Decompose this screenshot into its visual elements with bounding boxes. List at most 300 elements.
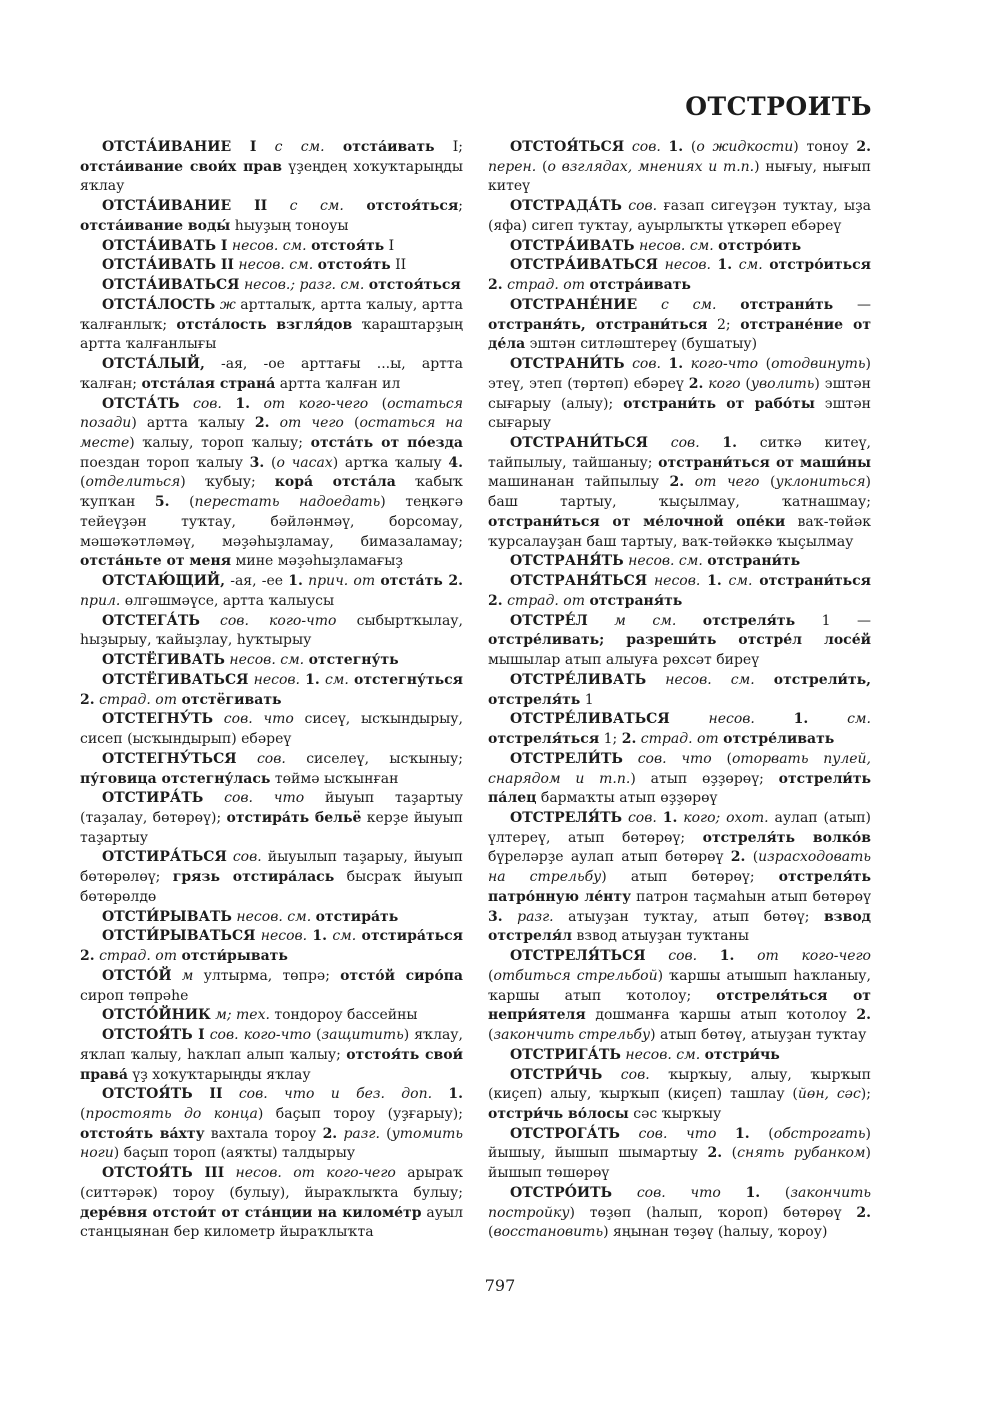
dictionary-entry xyxy=(80,612,463,651)
dictionary-entry xyxy=(80,237,463,257)
entry-phrase: отстоя́ть xyxy=(311,237,385,254)
entry-translation: ваҡ-төйәк ҡурсалауҙан баш тартыу, ваҡ-төйәккә ҡыҫылмау xyxy=(488,513,871,550)
entry-headword: ОТСТА́ИВАТЬ II xyxy=(102,257,234,274)
entry-headword: ОТСТРЕ́Л xyxy=(510,612,588,629)
running-head: ОТСТРОИТЬ xyxy=(685,92,872,121)
entry-label: ж xyxy=(215,296,241,313)
entry-phrase: отстрани́ть xyxy=(707,553,801,570)
entry-headword: ОТСТА́ЛЫЙ, xyxy=(102,356,205,373)
right-column xyxy=(488,138,871,1243)
entry-label: сов. кого-что xyxy=(204,1027,312,1044)
entry-translation: артталыҡ, артта ҡалыу, артта ҡалғанлыҡ; xyxy=(80,296,463,333)
entry-label: кого xyxy=(703,375,741,392)
entry-label: отодвинуть xyxy=(771,356,866,373)
entry-translation: ) артҡа ҡалыу xyxy=(332,454,449,471)
entry-label: сов. что xyxy=(622,750,712,767)
entry-phrase: 1. xyxy=(448,1086,463,1103)
entry-translation: 1 — xyxy=(795,612,872,629)
dictionary-entry xyxy=(80,967,463,1006)
entry-phrase: 1. xyxy=(668,139,684,155)
entry-phrase: отста́лость взгля́дов xyxy=(176,316,353,333)
entry-translation: ултырма, төпрә; xyxy=(203,967,341,984)
entry-translation: поездан тороп ҡалыу xyxy=(80,454,250,471)
dictionary-entry xyxy=(80,1164,463,1243)
entry-label: от кого-чего xyxy=(734,948,871,965)
entry-headword: ОТСТА́ИВАТЬСЯ xyxy=(102,277,240,294)
dictionary-entry xyxy=(488,434,871,552)
entry-label: с см. xyxy=(256,139,343,155)
entry-translation: ситкә китеү, тайпылыу, тайшаныу; xyxy=(488,435,871,471)
entry-phrase: 4. xyxy=(448,454,463,471)
entry-translation: ( xyxy=(749,1125,774,1142)
dictionary-entry xyxy=(488,138,871,197)
entry-label: страд. от xyxy=(94,691,182,708)
entry-phrase: отстраня́ть, отстрани́ться xyxy=(488,316,708,333)
entry-label: кого-что xyxy=(683,356,759,373)
entry-headword: ОТСТЕГНУ́ТЬ xyxy=(102,711,214,728)
entry-translation: ҡырҡыу, алыу, ҡырҡып (киҫеп) алыу, ҡырҡып (киҫеп) ташлау ( xyxy=(488,1066,871,1103)
dictionary-entry xyxy=(488,750,871,809)
entry-label: остаться на месте xyxy=(80,415,463,452)
entry-label: уволить xyxy=(750,375,815,392)
entry-phrase: отста́ньте от меня xyxy=(80,553,232,570)
dictionary-entry xyxy=(488,355,871,434)
entry-phrase: пу́говица отстегну́лась xyxy=(80,770,271,787)
entry-label: прил. xyxy=(80,592,121,609)
entry-translation: эштән сығарыу xyxy=(488,395,871,432)
entry-label: израсходовать на стрельбу xyxy=(488,849,871,886)
entry-label: см. xyxy=(732,257,770,274)
entry-translation: сиселеү, ысҡыныу; xyxy=(285,750,463,767)
entry-headword: ОТСТРИГА́ТЬ xyxy=(510,1046,621,1063)
entry-label: сов. xyxy=(621,198,658,215)
entry-label: несов. xyxy=(647,573,708,590)
entry-phrase: 1. xyxy=(707,573,722,590)
entry-label: м; тех. xyxy=(210,1007,270,1024)
entry-label: страд. от xyxy=(636,731,724,748)
entry-headword: ОТСТИРА́ТЬСЯ xyxy=(102,849,227,866)
entry-headword: ОТСТА́ИВАНИЕ I xyxy=(102,139,257,155)
entry-headword: ОТСТИ́РЫВАТЬ xyxy=(102,908,232,925)
entry-headword: ОТСТЁГИВАТЬСЯ xyxy=(102,671,249,688)
entry-label: разг. xyxy=(337,1125,380,1142)
entry-label: несов.; разг. см. xyxy=(239,277,369,294)
entry-label: м см. xyxy=(587,612,703,629)
entry-label: закончить постройку xyxy=(488,1184,871,1221)
entry-phrase: отстране́ние от де́ла xyxy=(488,316,871,353)
entry-translation: арыраҡ (ситтәрәк) тороу (булыу), йыраҡлыҡта булыу; xyxy=(80,1165,463,1201)
entry-phrase: 1. xyxy=(719,948,735,965)
dictionary-entry xyxy=(80,1085,463,1164)
entry-translation: мине мәҙәһыҙламағыҙ xyxy=(231,553,403,570)
entry-phrase: 1. xyxy=(745,1184,761,1201)
entry-label: страд. от xyxy=(94,948,182,965)
entry-label: несов. см. xyxy=(231,908,316,925)
entry-translation: ) йышып төшөрөү xyxy=(488,1145,871,1182)
entry-phrase: отста́лая страна́ xyxy=(141,375,276,392)
entry-headword: ОТСТЕГНУ́ТЬСЯ xyxy=(102,750,237,767)
entry-translation: бүреләрҙе аулап атып бөтөрөү xyxy=(488,849,731,866)
entry-translation: ҡараштарҙың артта ҡалғанлығы xyxy=(80,316,463,353)
entry-phrase: отсти́рывать xyxy=(181,948,288,965)
entry-translation: һыуҙың тоноуы xyxy=(230,217,349,234)
entry-label: см. xyxy=(327,928,362,945)
entry-phrase: 2. xyxy=(856,139,871,155)
entry-headword: ОТСТО́Й xyxy=(102,967,172,984)
entry-headword: ОТСТРЕЛЯ́ТЬСЯ xyxy=(510,948,646,965)
entry-translation: ) яҡлау, яҡлап ҡалыу, һаҡлап алып ҡалыу; xyxy=(80,1027,463,1063)
entry-label: несов. от кого-чего xyxy=(224,1165,396,1182)
entry-translation: сыбыртҡылау, һыҙырыу, ҡайыҙлау, һуҡтырыу xyxy=(80,612,463,649)
entry-translation: ) яңынан төҙөү (һалыу, ҡороу) xyxy=(603,1224,828,1241)
entry-phrase: 2. xyxy=(322,1125,338,1142)
entry-label: сов. xyxy=(179,395,236,412)
entry-phrase: отста́ть 2. xyxy=(380,573,463,590)
entry-phrase: отста́ть от по́езда xyxy=(310,435,463,452)
entry-label: несов. xyxy=(669,711,794,728)
dictionary-entry xyxy=(80,789,463,848)
entry-label: несов. см. xyxy=(646,671,774,688)
dictionary-entry xyxy=(488,1046,871,1066)
entry-phrase: грязь отстира́лась xyxy=(172,869,335,886)
entry-phrase: 5. xyxy=(154,494,170,511)
entry-label: страд. от xyxy=(502,277,590,294)
entry-translation: ( xyxy=(740,375,751,392)
entry-phrase: 1. xyxy=(312,928,328,945)
entry-phrase: отстреля́ться xyxy=(488,731,600,748)
entry-headword: ОТСТРАНЯ́ТЬСЯ xyxy=(510,573,648,590)
dictionary-entry xyxy=(488,710,871,749)
entry-phrase: отстоя́ть свои́ права́ xyxy=(80,1046,463,1083)
entry-phrase: 1. xyxy=(793,711,809,728)
entry-translation: 2; xyxy=(707,316,741,333)
entry-phrase: 2. xyxy=(730,849,746,866)
entry-phrase: 1. xyxy=(288,573,303,590)
entry-phrase: отстрани́ть от рабо́ты xyxy=(623,395,815,412)
entry-phrase: 2. xyxy=(621,731,637,748)
entry-headword: ОТСТА́ТЬ xyxy=(102,395,180,412)
dictionary-entry xyxy=(488,809,871,947)
entry-headword: ОТСТОЯ́ТЬСЯ xyxy=(510,139,625,155)
entry-label: уклониться xyxy=(775,474,866,491)
entry-phrase: кора́ отста́ла xyxy=(274,474,396,491)
entry-translation: ( xyxy=(343,415,360,432)
dictionary-entry xyxy=(488,296,871,355)
entry-translation: ( xyxy=(745,849,759,866)
entry-label: о жидкости xyxy=(696,139,794,155)
entry-translation: ( xyxy=(759,474,776,491)
entry-label: оторвать пулей, снарядом и т.п. xyxy=(488,750,871,787)
entry-phrase: отстоя́ть ва́хту xyxy=(80,1125,205,1142)
entry-translation: артта ҡалған ил xyxy=(275,375,401,392)
dictionary-entry xyxy=(80,1026,463,1085)
entry-phrase: 1. xyxy=(735,1125,750,1142)
entry-translation: машинанан тайпылыу xyxy=(488,474,670,491)
entry-translation: ) этеү, этеп (төртөп) ебәреү xyxy=(488,356,871,392)
entry-phrase: отстро́иться 2. xyxy=(488,257,871,294)
entry-translation: I; xyxy=(434,139,464,155)
dictionary-entry xyxy=(80,908,463,928)
entry-label: остаться позади xyxy=(80,395,463,432)
entry-phrase: отста́ивание воды́ xyxy=(80,217,231,234)
entry-phrase: отста́ивание свои́х прав xyxy=(80,158,282,175)
dictionary-entry xyxy=(488,1184,871,1243)
entry-translation: взвод атыуҙан туҡтаны xyxy=(572,928,750,945)
entry-phrase: отстрели́ть, отстреля́ть xyxy=(488,671,871,708)
entry-phrase: 2. xyxy=(856,1007,871,1024)
entry-phrase: отстреля́ться от непри́ятеля xyxy=(488,987,871,1024)
entry-translation: ) тоноу xyxy=(793,139,857,155)
entry-headword: ОТСТРАНИ́ТЬСЯ xyxy=(510,435,649,452)
entry-label: сов. xyxy=(622,809,663,826)
entry-phrase: 1. xyxy=(722,435,738,452)
entry-translation: ( xyxy=(80,1105,86,1122)
entry-label: сов. что xyxy=(203,790,305,807)
entry-phrase: 2. xyxy=(254,415,270,432)
entry-translation: ) баҫып тороп (аяҡты) талдырыу xyxy=(113,1145,356,1162)
dictionary-entry xyxy=(80,710,463,749)
entry-phrase: отстра́ивать xyxy=(589,277,691,294)
entry-phrase: отстира́ть бельё xyxy=(226,809,362,826)
entry-phrase: 2. xyxy=(856,1204,871,1221)
entry-label: сов. что xyxy=(619,1125,736,1142)
entry-headword: ОТСТРОГА́ТЬ xyxy=(510,1125,620,1142)
entry-headword: ОТСТА́ИВАНИЕ II xyxy=(102,198,268,215)
entry-label: сов. xyxy=(602,1066,650,1083)
entry-translation: — xyxy=(833,296,871,313)
entry-label: закончить стрельбу xyxy=(493,1027,651,1044)
entry-label: разг. xyxy=(502,908,554,925)
left-column xyxy=(80,138,463,1243)
entry-translation: ) теңкәгә тейеүҙән туҡтау, бәйләнмәү, борсомау, мәшәҡәтләмәү, мәҙәһыҙламау, бимазаламау; xyxy=(80,494,463,550)
entry-phrase: отстрели́ть па́лец xyxy=(488,770,871,807)
entry-phrase: отстоя́ться xyxy=(366,198,459,215)
dictionary-entry xyxy=(488,671,871,710)
entry-label: сов. xyxy=(624,139,669,155)
entry-translation: вахтала тороу xyxy=(204,1125,323,1142)
entry-phrase: 1. xyxy=(235,395,250,412)
dictionary-entry xyxy=(80,750,463,789)
entry-translation: тондороу бассейны xyxy=(269,1007,418,1024)
entry-phrase: взвод отстреля́л xyxy=(488,908,871,945)
entry-translation: дошманға ҡаршы атып ҡотолоу xyxy=(585,1007,857,1024)
entry-label: снять рубанком xyxy=(737,1145,866,1162)
entry-translation: патрон таҫмаһын атып бөтөрөү xyxy=(631,888,871,905)
entry-label: сов. кого-что xyxy=(199,612,337,629)
entry-phrase: отстреля́ть патро́нную ле́нту xyxy=(488,869,871,905)
entry-label: см. xyxy=(808,711,871,728)
entry-phrase: отстрани́ть xyxy=(740,296,834,313)
entry-label: несов. xyxy=(658,257,718,274)
dictionary-entry xyxy=(80,138,463,197)
entry-translation: өлгәшмәүсе, артта ҡалыусы xyxy=(120,592,335,609)
entry-headword: ОТСТО́ЙНИК xyxy=(102,1007,211,1024)
dictionary-entry xyxy=(80,651,463,671)
entry-phrase: 3. xyxy=(249,454,265,471)
entry-headword: ОТСТРАНЕ́НИЕ xyxy=(510,296,638,313)
entry-translation: ҡабыҡ ҡупҡан xyxy=(80,474,463,511)
entry-label: сов. xyxy=(645,948,720,965)
entry-translation: сироп төпрәһе xyxy=(80,987,189,1004)
entry-headword: ОТСТЁГИВАТЬ xyxy=(102,652,225,669)
dictionary-entry xyxy=(488,1066,871,1125)
entry-translation: ) артта ҡалыу xyxy=(131,415,255,432)
entry-phrase: отстри́чь xyxy=(704,1046,780,1063)
entry-translation: керҙе йыуып таҙартыу xyxy=(80,809,463,846)
entry-translation: ( xyxy=(711,750,732,767)
entry-translation: ( xyxy=(488,1224,494,1241)
dictionary-entry xyxy=(80,671,463,710)
entry-translation: ( xyxy=(379,1125,392,1142)
entry-phrase: отстоя́ться xyxy=(368,277,461,294)
entry-translation: ); xyxy=(860,1086,871,1103)
entry-phrase: отстре́ливать; разреши́ть отстре́л лосе́й xyxy=(488,632,871,649)
entry-label: несов. см. xyxy=(634,237,719,254)
entry-headword: ОТСТРА́ИВАТЬСЯ xyxy=(510,257,659,274)
entry-label: несов. см. xyxy=(620,1046,705,1063)
entry-translation: ) төҙөп (һалып, ҡороп) бөтөрөү xyxy=(569,1204,857,1221)
entry-phrase: дере́вня отстои́т от ста́нции на киломе́тр xyxy=(80,1204,422,1221)
entry-label: сов. xyxy=(648,435,723,452)
entry-label: сов. xyxy=(226,849,262,866)
dictionary-entry xyxy=(80,256,463,276)
entry-phrase: отстегну́ть xyxy=(308,652,399,669)
entry-translation: II xyxy=(390,257,407,274)
entry-label: от кого-чего xyxy=(249,395,369,412)
entry-phrase: 3. xyxy=(488,908,503,925)
entry-translation: бысраҡ йыуып бөтөрөлдө xyxy=(80,869,463,905)
entry-phrase: отстро́ить xyxy=(718,237,802,254)
entry-label: защитить xyxy=(321,1027,404,1044)
entry-translation: ( xyxy=(488,967,494,984)
dictionary-entry xyxy=(488,572,871,611)
entry-translation: ( xyxy=(683,139,697,155)
entry-headword: ОТСТРО́ИТЬ xyxy=(510,1184,613,1201)
dictionary-entry xyxy=(80,848,463,907)
entry-translation: йыуылып таҙарыу, йыуып бөтөрөлөү; xyxy=(80,849,463,886)
entry-label: см. xyxy=(721,573,760,590)
entry-translation: 1; xyxy=(599,731,622,748)
entry-translation: эштән ситләштереү (бушатыу) xyxy=(525,336,758,353)
entry-translation: үҙеңдең хоҡуҡтарыңды яҡлау xyxy=(80,158,463,195)
entry-label: перестать надоедать xyxy=(194,494,381,511)
entry-translation: ) нығыу, нығып китеү xyxy=(488,158,871,195)
entry-translation: ) ҡаршы атышып һаҡланыу, ҡаршы атып ҡотолоу; xyxy=(488,967,871,1004)
dictionary-entry xyxy=(80,1006,463,1026)
dictionary-entry xyxy=(80,197,463,236)
entry-translation: аулап (атып) үлтереү, атып бөтөрөү; xyxy=(488,809,871,846)
entry-headword: ОТСТРАДА́ТЬ xyxy=(510,198,622,215)
entry-phrase: отстрани́ться 2. xyxy=(488,573,871,609)
entry-translation: ( xyxy=(722,1145,738,1162)
entry-headword: ОТСТИРА́ТЬ xyxy=(102,790,204,807)
entry-translation: ( xyxy=(169,494,195,511)
entry-phrase: 1. xyxy=(662,809,678,826)
entry-translation: ауыл станцыянан бер километр йыраҡлыҡта xyxy=(80,1204,463,1241)
entry-label: прич. от xyxy=(302,573,381,590)
entry-headword: ОТСТРИ́ЧЬ xyxy=(510,1066,603,1083)
entry-phrase: 2. xyxy=(688,375,704,392)
entry-translation: -ая, -ее xyxy=(225,573,289,590)
entry-label: с см. xyxy=(637,296,741,313)
dictionary-entry xyxy=(488,1125,871,1184)
entry-label: утомить ноги xyxy=(80,1125,463,1162)
entry-translation: үҙ хоҡуҡтарыңды яҡлау xyxy=(127,1066,311,1083)
entry-headword: ОТСТРЕ́ЛИВАТЬ xyxy=(510,671,647,688)
entry-translation: -ая, -ое арттағы ...ы, артта ҡалған; xyxy=(80,356,463,392)
entry-label: сов. xyxy=(236,750,286,767)
entry-translation: ) йышыу, йышып шымартыу xyxy=(488,1125,871,1162)
entry-translation: атыуҙан туҡтау, атып бөтөү; xyxy=(553,908,824,925)
dictionary-entry xyxy=(488,947,871,1046)
entry-translation: ( xyxy=(368,395,388,412)
entry-phrase: отстраня́ть xyxy=(589,592,683,609)
entry-translation: ) ҡубыу; xyxy=(180,474,275,491)
entry-label: м xyxy=(171,967,204,984)
entry-label: перен. xyxy=(488,158,537,175)
dictionary-entry xyxy=(80,395,463,573)
entry-translation: ( xyxy=(760,1184,791,1201)
entry-translation: ( xyxy=(264,454,277,471)
entry-translation: төймә ысҡынған xyxy=(270,770,399,787)
entry-label: отделиться xyxy=(85,474,181,491)
entry-translation: 1 xyxy=(580,691,594,708)
entry-phrase: 2. xyxy=(707,1145,723,1162)
entry-label: страд. от xyxy=(502,592,590,609)
entry-label: несов. xyxy=(255,928,313,945)
entry-label: несов. см. xyxy=(233,257,318,274)
entry-phrase: отстрани́ться от маши́ны xyxy=(658,454,871,471)
entry-phrase: 1. xyxy=(305,671,320,688)
entry-label: сов. xyxy=(624,356,669,373)
entry-label: кого; охот. xyxy=(677,809,769,826)
entry-label: отбиться стрельбой xyxy=(493,967,658,984)
entry-translation: ) эштән сығарыу (алыу); xyxy=(488,375,871,412)
entry-translation: мышылар атып алыуға рөхсәт биреү xyxy=(488,652,760,669)
entry-translation: ) атып өҙҙөрөү; xyxy=(630,770,779,787)
entry-phrase: отстоя́ть xyxy=(317,257,391,274)
entry-phrase: отстре́ливать xyxy=(723,731,835,748)
entry-label: сов. что xyxy=(213,711,294,728)
entry-phrase: отстрани́ться от ме́лочной опе́ки xyxy=(488,513,786,530)
entry-label: от чего xyxy=(269,415,344,432)
entry-label: см. xyxy=(319,671,355,688)
entry-translation: ( xyxy=(80,474,86,491)
entry-phrase: 1. xyxy=(717,257,733,274)
entry-translation: ) ҡалыу, тороп ҡалыу; xyxy=(129,435,311,452)
entry-label: простоять до конца xyxy=(85,1105,258,1122)
entry-label: несов. см. xyxy=(623,553,708,570)
dictionary-entry xyxy=(488,612,871,671)
entry-translation: ғазап сигеүҙән туҡтау, ыҙа (яфа) сигеп туҡтау, ауырлыҡты үткәреп ебәреү xyxy=(488,198,871,234)
entry-headword: ОТСТРЕЛЯ́ТЬ xyxy=(510,809,623,826)
entry-phrase: отстёгивать xyxy=(181,691,282,708)
entry-translation: ) атып бөтөрөү; xyxy=(601,869,779,886)
entry-phrase: отстреля́ть xyxy=(702,612,796,629)
entry-label: йөн, сәс xyxy=(797,1086,861,1103)
entry-translation: сәс ҡырҡыу xyxy=(628,1105,722,1122)
entry-phrase: 1. xyxy=(668,356,684,373)
entry-translation: ) баҫып тороу (уҙғарыу); xyxy=(257,1105,463,1122)
dictionary-entry xyxy=(80,927,463,966)
entry-phrase: отстегну́ться 2. xyxy=(80,671,463,708)
entry-label: восстановить xyxy=(493,1224,604,1241)
entry-phrase: 2. xyxy=(669,474,685,491)
entry-headword: ОТСТА́ИВАТЬ I xyxy=(102,237,228,254)
entry-headword: ОТСТАЮ́ЩИЙ, xyxy=(102,573,226,590)
dictionary-entry xyxy=(80,355,463,394)
entry-phrase: отстреля́ть волко́в xyxy=(702,829,871,846)
